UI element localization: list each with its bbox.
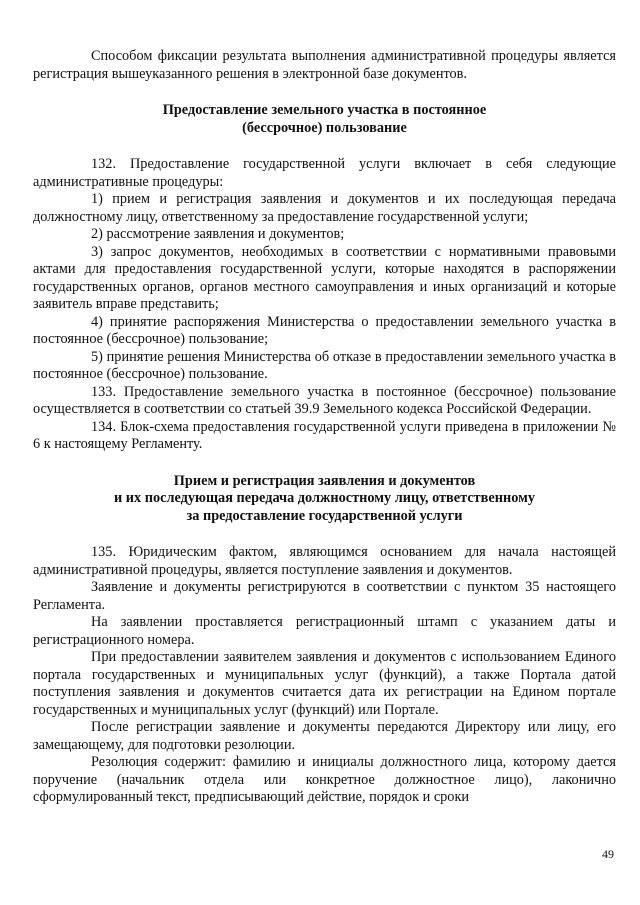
page-number: 49 — [602, 847, 614, 861]
paragraph: 3) запрос документов, необходимых в соответствии с нормативными правовыми актами для предоставления государственной услуги, которые находятся в распоряжении государственных органов, органов местного самоуправления и иных организаций и которые заявитель вправе представить; — [33, 243, 616, 312]
paragraph: 5) принятие решения Министерства об отказе в предоставлении земельного участка в постоянное (бессрочное) пользование. — [33, 348, 616, 382]
paragraph: При предоставлении заявителем заявления и документов с использованием Единого портала государственных и муниципальных услуг (функций), а также Портала датой поступления заявления и документов считается дата их регистрации на Едином портале государственных и муниципальных услуг (функций) или Портале. — [33, 649, 616, 718]
heading-line: и их последующая передача должностному лицу, ответственному — [114, 490, 535, 506]
heading-line: Предоставление земельного участка в постоянное — [162, 102, 487, 118]
heading-line: за предоставление государственной услуги — [186, 507, 463, 524]
paragraph: Способом фиксации результата выполнения административной процедуры является регистрация вышеуказанного решения в электронной базе документов. — [33, 48, 616, 82]
paragraph: 2) рассмотрение заявления и документов; — [91, 226, 345, 242]
heading-line: (бессрочное) пользование — [242, 119, 407, 136]
paragraph: 135. Юридическим фактом, являющимся основанием для начала настоящей административной процедуры, является поступление заявления и документов. — [33, 544, 616, 578]
intro-block — [33, 48, 616, 83]
section-heading-registration — [33, 473, 616, 526]
paragraph: Заявление и документы регистрируются в соответствии с пунктом 35 настоящего Регламента. — [33, 579, 616, 613]
paragraph: 134. Блок-схема предоставления государственной услуги приведена в приложении № 6 к настоящему Регламенту. — [33, 418, 616, 452]
paragraph: После регистрации заявление и документы передаются Директору или лицу, его замещающему, для подготовки резолюции. — [33, 719, 616, 753]
paragraph: Резолюция содержит: фамилию и инициалы должностного лица, которому дается поручение (начальник отдела или конкретное должностное лицо), лаконично сформулированный текст, предписывающий действие, порядок и сроки — [33, 754, 616, 805]
paragraph: 4) принятие распоряжения Министерства о предоставлении земельного участка в постоянное (бессрочное) пользование; — [33, 313, 616, 347]
paragraph: 1) прием и регистрация заявления и документов и их последующая передача должностному лицу, ответственному за предоставление государственной услуги; — [33, 191, 616, 225]
paragraph: На заявлении проставляется регистрационный штамп с указанием даты и регистрационного номера. — [33, 614, 616, 648]
paragraph: 132. Предоставление государственной услуги включает в себя следующие административные процедуры: — [33, 156, 616, 190]
section-registration — [33, 544, 616, 807]
section-procedures — [33, 156, 616, 454]
paragraph: 133. Предоставление земельного участка в постоянное (бессрочное) пользование осуществляется в соответствии со статьей 39.9 Земельного кодекса Российской Федерации. — [33, 383, 616, 417]
heading-line: Прием и регистрация заявления и документов — [173, 472, 476, 489]
section-heading-land-plot — [33, 102, 616, 137]
